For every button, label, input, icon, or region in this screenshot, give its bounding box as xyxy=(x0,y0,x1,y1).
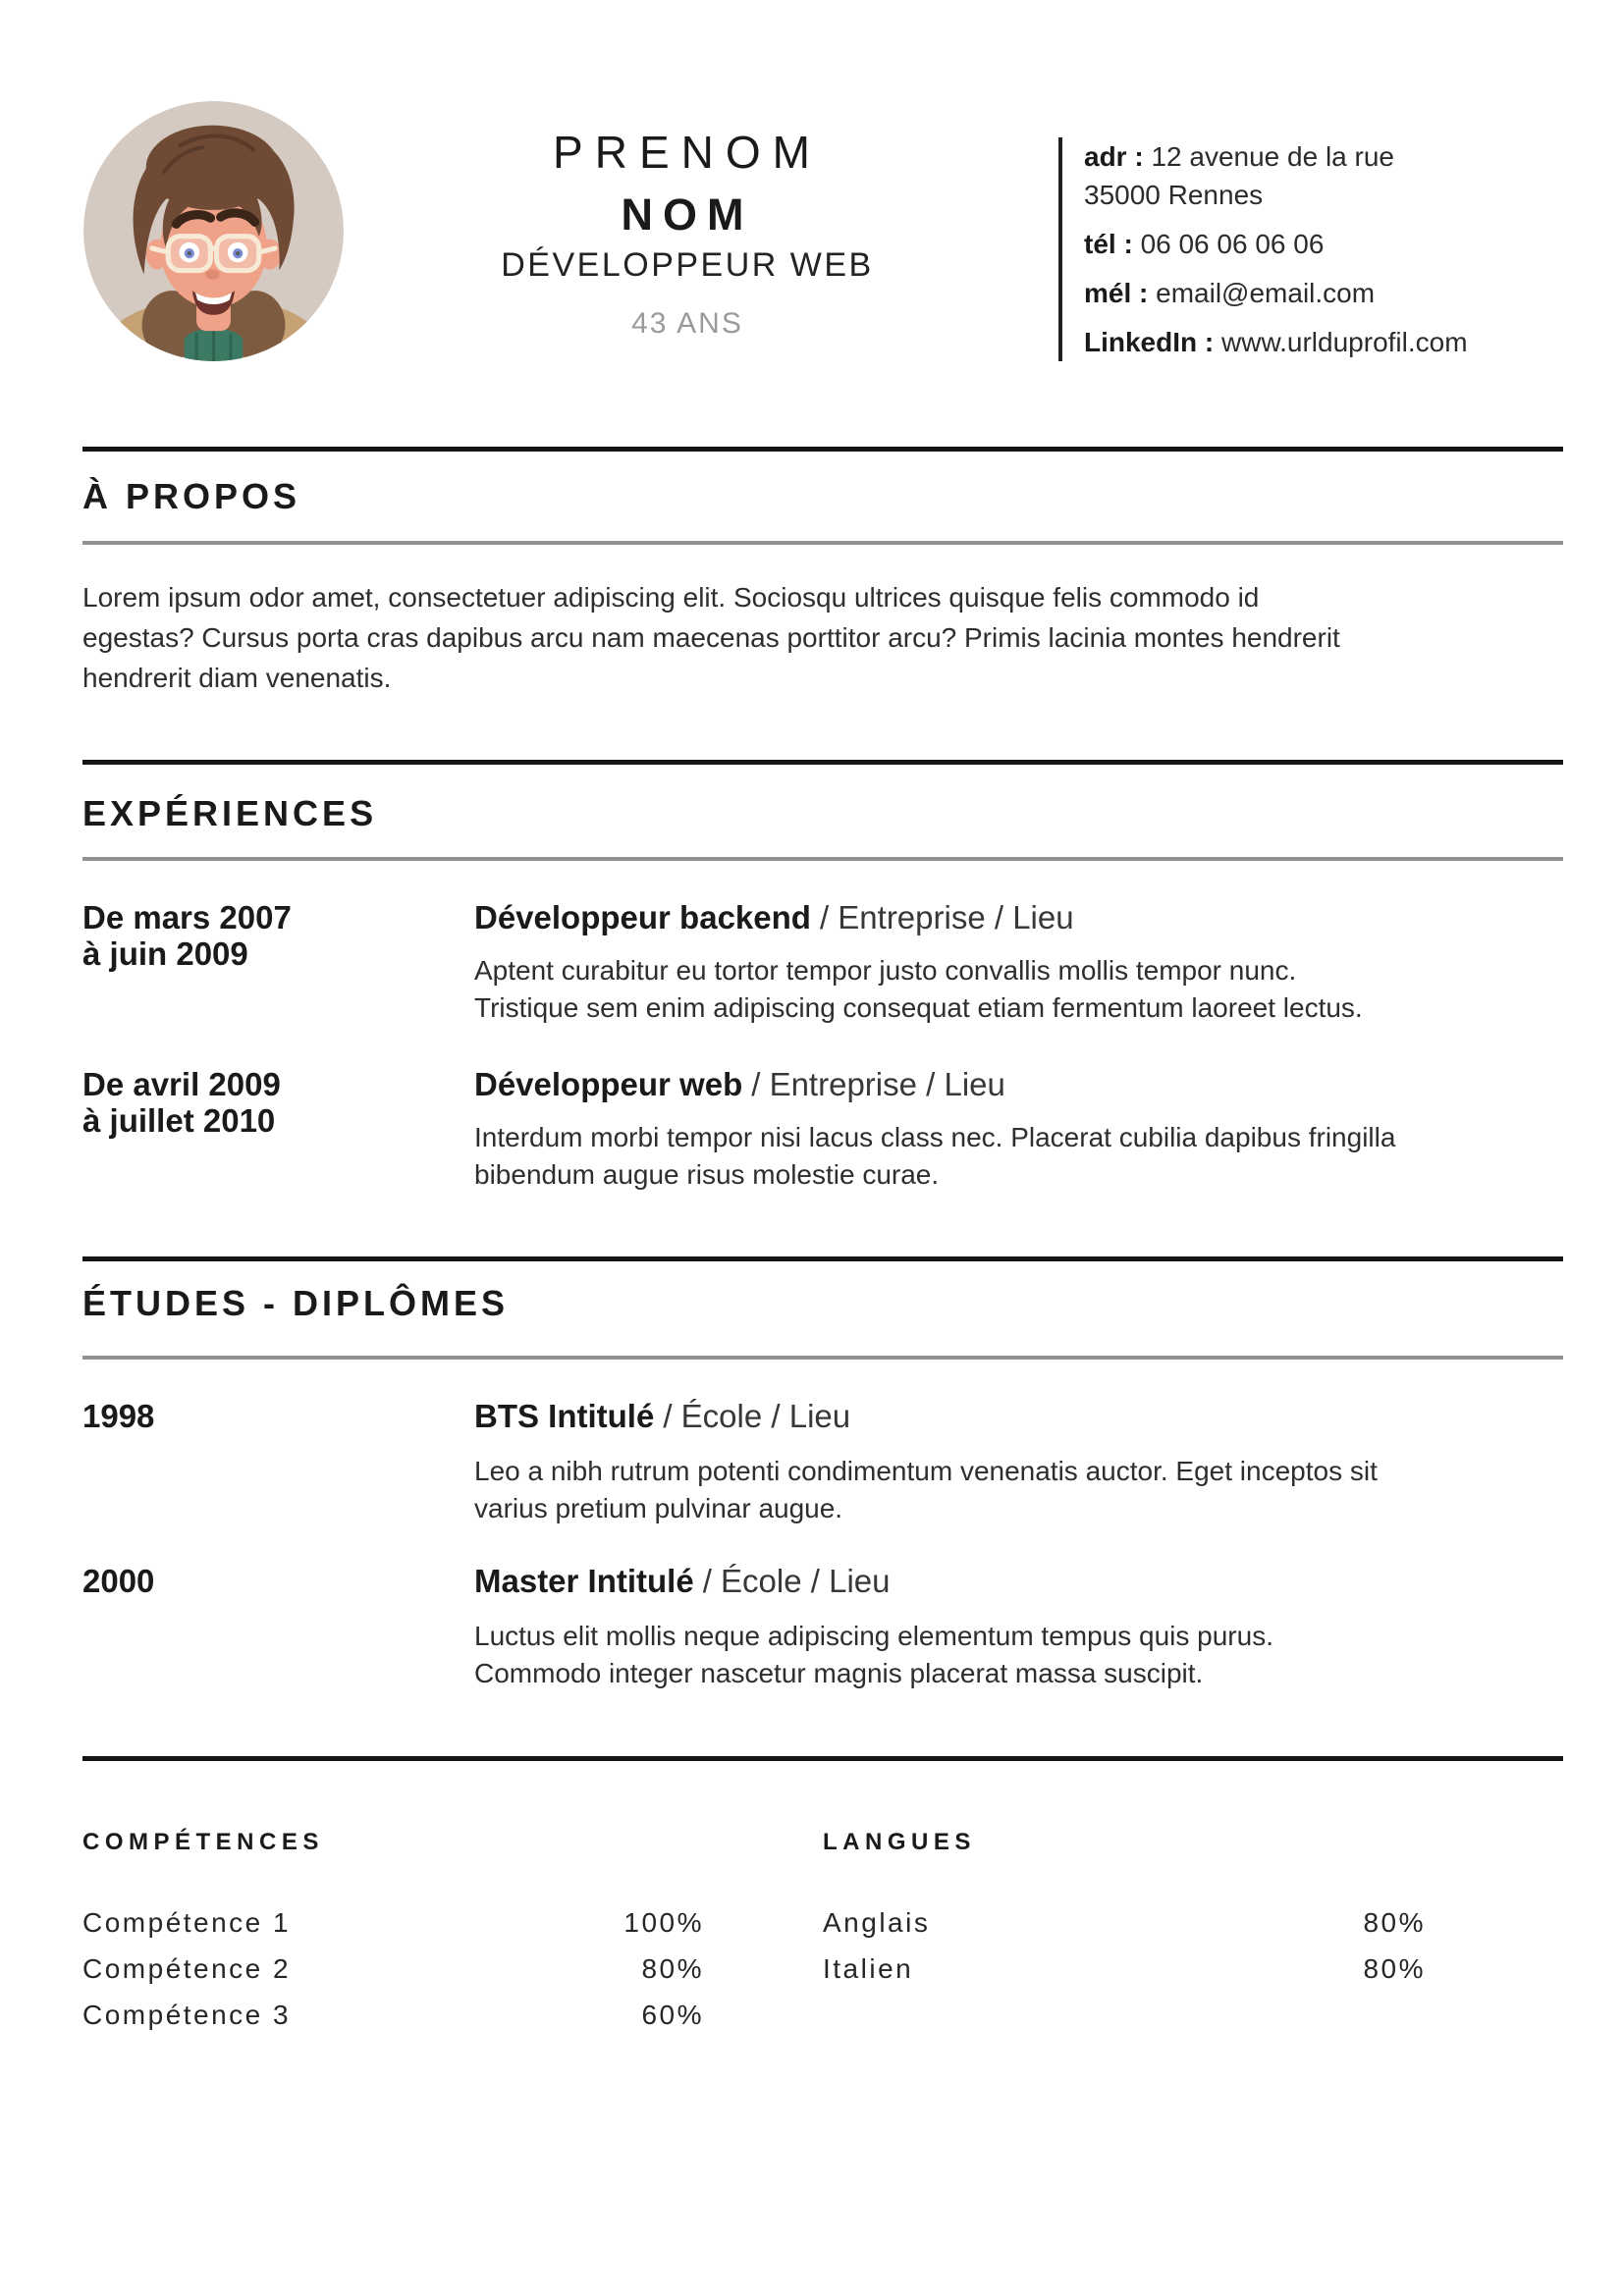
identity-block xyxy=(393,127,982,340)
description-line: Luctus elit mollis neque adipiscing elementum tempus quis purus. xyxy=(474,1621,1273,1651)
skills-top-rule xyxy=(82,1756,1563,1761)
about-line: hendrerit diam venenatis. xyxy=(82,663,392,693)
skill-row xyxy=(82,1954,704,1984)
language-name: Anglais xyxy=(823,1907,931,1938)
education-description xyxy=(474,1453,1584,1527)
date-line: à juin 2009 xyxy=(82,935,248,972)
about-paragraph xyxy=(82,577,1575,698)
experience-entry xyxy=(474,1066,1584,1194)
skill-row xyxy=(82,2001,704,2030)
experience-role: Développeur backend xyxy=(474,899,811,935)
description-line: varius pretium pulvinar augue. xyxy=(474,1493,843,1523)
education-entry xyxy=(474,1398,1584,1527)
skill-level: 80% xyxy=(641,1953,704,1984)
language-level: 80% xyxy=(1363,1953,1426,1984)
education-entry xyxy=(474,1563,1584,1692)
experience-description xyxy=(474,952,1584,1027)
section-title-about: À PROPOS xyxy=(82,476,301,516)
profile-photo xyxy=(83,101,344,361)
skill-level: 60% xyxy=(641,2000,704,2030)
description-line: Interdum morbi tempor nisi lacus class nec. Placerat cubilia dapibus fringilla xyxy=(474,1122,1396,1152)
description-line: bibendum augue risus molestie curae. xyxy=(474,1159,940,1190)
education-top-rule xyxy=(82,1256,1563,1261)
linkedin-label: LinkedIn : xyxy=(1084,327,1215,357)
section-title-education: ÉTUDES - DIPLÔMES xyxy=(82,1283,510,1323)
description-line: Aptent curabitur eu tortor tempor justo convallis mollis tempor nunc. xyxy=(474,955,1297,986)
experience-dates xyxy=(82,1066,456,1139)
job-title: DÉVELOPPEUR WEB xyxy=(501,246,874,284)
date-line: De avril 2009 xyxy=(82,1066,281,1102)
contact-email xyxy=(1084,274,1595,312)
skill-name: Compétence 1 xyxy=(82,1907,292,1938)
section-title-skills: COMPÉTENCES xyxy=(82,1829,324,1855)
language-row xyxy=(823,1908,1426,1938)
language-name: Italien xyxy=(823,1953,914,1984)
experience-dates xyxy=(82,899,456,972)
last-name: NOM xyxy=(621,189,754,240)
address-label: adr : xyxy=(1084,141,1144,172)
about-line: egestas? Cursus porta cras dapibus arcu nam maecenas porttitor arcu? Primis lacinia montes hendrerit xyxy=(82,622,1340,653)
experience-bottom-rule xyxy=(82,857,1563,861)
education-degree: Master Intitulé xyxy=(474,1563,694,1599)
education-degree: BTS Intitulé xyxy=(474,1398,655,1434)
education-year: 2000 xyxy=(82,1563,155,1599)
experience-meta: / Entreprise / Lieu xyxy=(819,899,1074,935)
section-title-languages: LANGUES xyxy=(823,1829,976,1855)
languages-column xyxy=(823,1829,1426,2001)
experience-entry xyxy=(474,899,1584,1027)
experience-description xyxy=(474,1119,1584,1194)
skills-list xyxy=(82,1908,704,2030)
education-description xyxy=(474,1618,1584,1692)
description-line: Commodo integer nascetur magnis placerat massa suscipit. xyxy=(474,1658,1204,1688)
language-level: 80% xyxy=(1363,1907,1426,1938)
address-value: 12 avenue de la rue xyxy=(1151,141,1394,172)
about-top-rule xyxy=(82,447,1563,452)
contact-phone xyxy=(1084,225,1595,263)
about-bottom-rule xyxy=(82,541,1563,545)
contact-address-line1 xyxy=(1084,137,1595,176)
experience-top-rule xyxy=(82,760,1563,765)
date-line: De mars 2007 xyxy=(82,899,292,935)
first-name: PRENOM xyxy=(553,127,822,178)
skill-row xyxy=(82,1908,704,1938)
contact-address-line2: 35000 Rennes xyxy=(1084,180,1264,210)
languages-list xyxy=(823,1908,1426,1984)
education-entry-title xyxy=(474,1563,1584,1599)
description-line: Leo a nibh rutrum potenti condimentum venenatis auctor. Eget inceptos sit xyxy=(474,1456,1378,1486)
education-meta: / École / Lieu xyxy=(702,1563,891,1599)
date-line: à juillet 2010 xyxy=(82,1102,276,1139)
email-label: mél : xyxy=(1084,278,1149,308)
age-text: 43 ANS xyxy=(631,307,743,340)
skill-level: 100% xyxy=(623,1907,704,1938)
skill-name: Compétence 3 xyxy=(82,2000,292,2030)
experience-meta: / Entreprise / Lieu xyxy=(751,1066,1005,1102)
experience-role: Développeur web xyxy=(474,1066,743,1102)
about-line: Lorem ipsum odor amet, consectetuer adipiscing elit. Sociosqu ultrices quisque felis commodo id xyxy=(82,582,1260,613)
education-entry-title xyxy=(474,1398,1584,1434)
phone-label: tél : xyxy=(1084,229,1133,259)
contact-block xyxy=(1058,137,1595,361)
avatar-illustration xyxy=(83,101,344,361)
education-year: 1998 xyxy=(82,1398,155,1434)
contact-linkedin xyxy=(1084,323,1595,361)
phone-value: 06 06 06 06 06 xyxy=(1140,229,1325,259)
email-value: email@email.com xyxy=(1156,278,1376,308)
experience-entry-title xyxy=(474,899,1584,935)
section-title-experience: EXPÉRIENCES xyxy=(82,793,378,833)
skill-name: Compétence 2 xyxy=(82,1953,292,1984)
skills-column xyxy=(82,1829,704,2047)
description-line: Tristique sem enim adipiscing consequat etiam fermentum laoreet lectus. xyxy=(474,992,1363,1023)
education-bottom-rule xyxy=(82,1356,1563,1360)
experience-entry-title xyxy=(474,1066,1584,1102)
language-row xyxy=(823,1954,1426,1984)
education-meta: / École / Lieu xyxy=(663,1398,851,1434)
contact-address xyxy=(1084,137,1595,214)
linkedin-value: www.urlduprofil.com xyxy=(1221,327,1468,357)
